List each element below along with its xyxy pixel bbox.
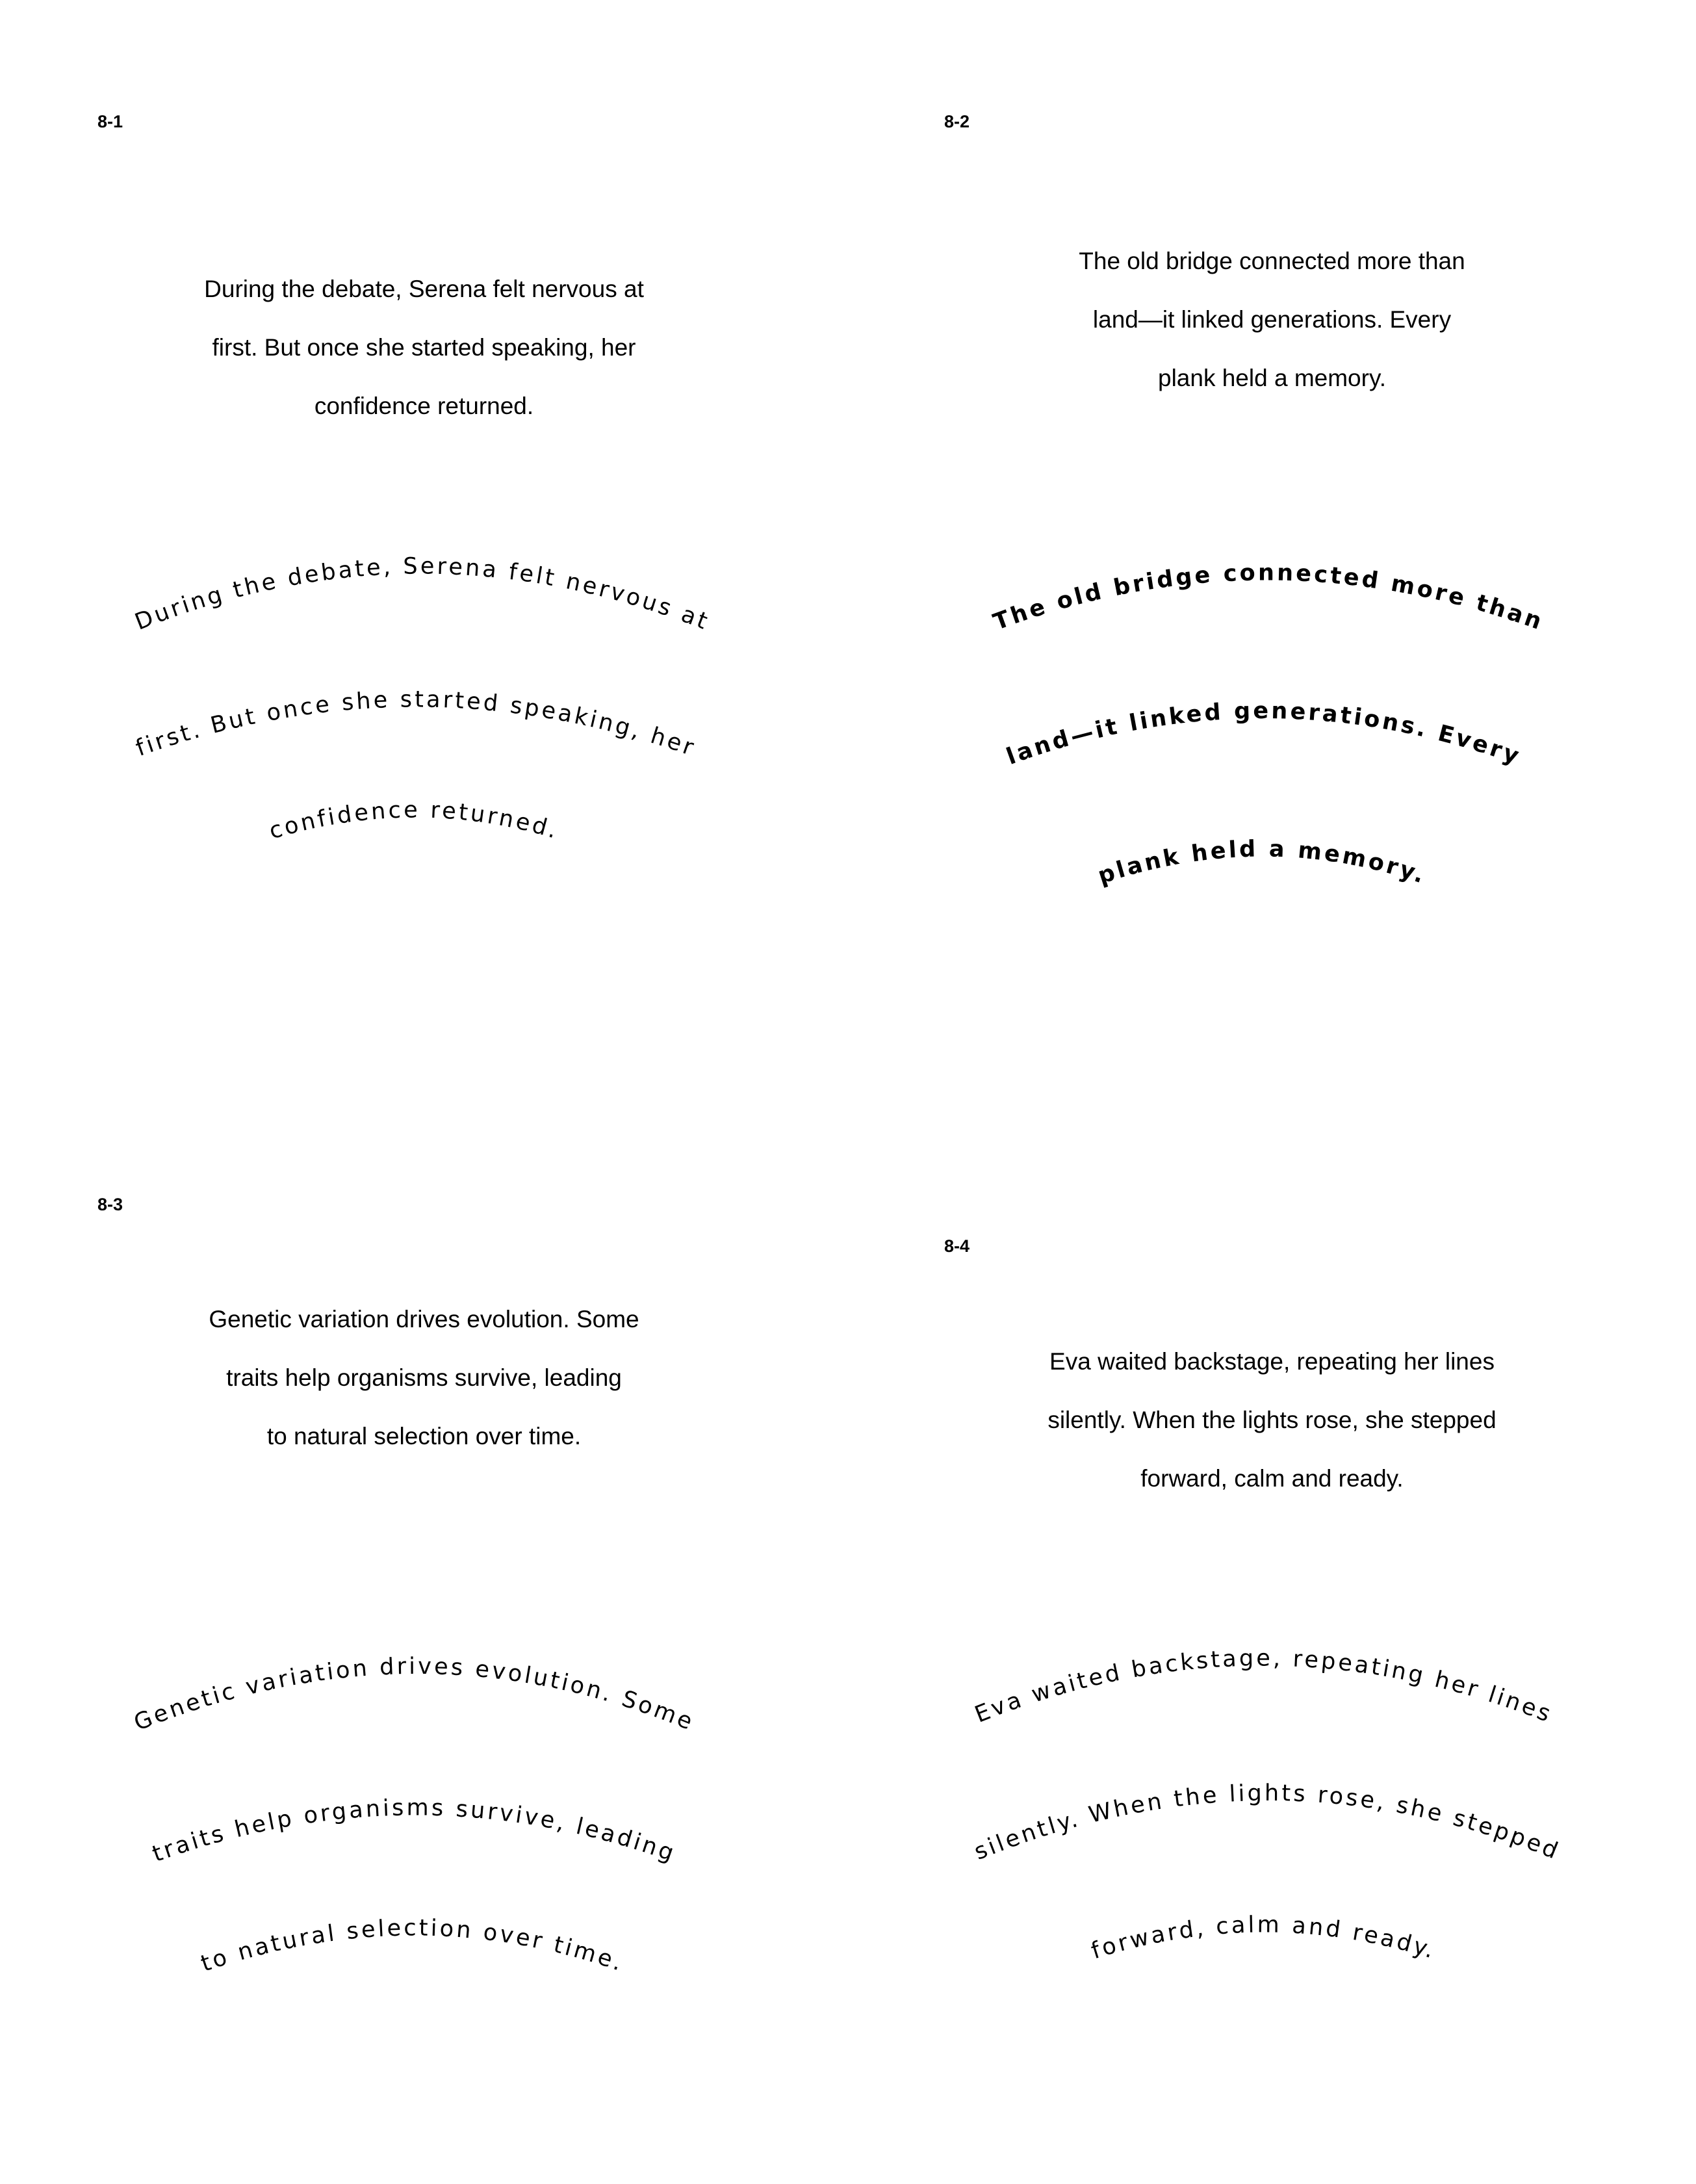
curved-line xyxy=(198,1915,628,1977)
curved-line-text: silently. When the lights rose, she stepped xyxy=(970,1780,1564,1866)
curved-line xyxy=(1003,698,1524,770)
curved-line-text: Eva waited backstage, repeating her lines xyxy=(971,1645,1556,1728)
curved-line-text: Genetic variation drives evolution. Some xyxy=(130,1653,699,1737)
plain-line: Eva waited backstage, repeating her lines xyxy=(1049,1348,1495,1375)
panel-label: 8-1 xyxy=(97,112,123,131)
curved-paragraph xyxy=(848,1092,1696,2184)
curved-line xyxy=(133,686,699,761)
curved-line-text: confidence returned. xyxy=(266,797,563,845)
plain-line: land—it linked generations. Every xyxy=(1092,306,1452,333)
panel-8-1 xyxy=(0,0,848,1092)
curved-line-text: plank held a memory. xyxy=(1094,836,1430,890)
plain-line: first. But once she started speaking, her xyxy=(212,334,636,361)
curved-line-text: first. But once she started speaking, her xyxy=(133,686,699,762)
plain-line: Genetic variation drives evolution. Some xyxy=(209,1306,639,1332)
panel-label: 8-3 xyxy=(97,1195,123,1214)
plain-line: plank held a memory. xyxy=(1158,365,1386,391)
curved-paragraph xyxy=(0,1092,848,2184)
curved-line xyxy=(971,1780,1564,1866)
curved-line-text: The old bridge connected more than xyxy=(990,560,1548,636)
curved-line xyxy=(1095,836,1430,889)
panel-8-4 xyxy=(848,1092,1696,2184)
curved-line xyxy=(1088,1912,1440,1964)
curved-line xyxy=(131,1654,699,1736)
curved-line-text: land—it linked generations. Every xyxy=(1003,697,1525,771)
plain-line: to natural selection over time. xyxy=(266,1423,582,1450)
plain-line: During the debate, Serena felt nervous at xyxy=(204,276,644,302)
plain-line: traits help organisms survive, leading xyxy=(226,1364,622,1391)
plain-line: confidence returned. xyxy=(314,393,534,419)
panel-8-2 xyxy=(848,0,1696,1092)
plain-line: forward, calm and ready. xyxy=(1140,1465,1404,1492)
curved-paragraph xyxy=(848,0,1696,1092)
curved-line xyxy=(971,1645,1556,1728)
curved-line xyxy=(149,1795,679,1867)
curved-line xyxy=(131,553,713,635)
curved-line-text: to natural selection over time. xyxy=(198,1915,628,1977)
curved-line-text: During the debate, Serena felt nervous at xyxy=(131,553,713,636)
panel-label: 8-4 xyxy=(944,1236,970,1256)
curved-line-text: traits help organisms survive, leading xyxy=(149,1795,680,1868)
panel-label: 8-2 xyxy=(944,112,970,131)
curved-paragraph xyxy=(0,0,848,1092)
curved-line-text: forward, calm and ready. xyxy=(1088,1912,1440,1965)
curved-line xyxy=(990,560,1547,636)
plain-line: The old bridge connected more than xyxy=(1079,248,1465,274)
curved-line xyxy=(266,797,562,844)
plain-line: silently. When the lights rose, she stepped xyxy=(1047,1407,1497,1433)
panel-8-3 xyxy=(0,1092,848,2184)
